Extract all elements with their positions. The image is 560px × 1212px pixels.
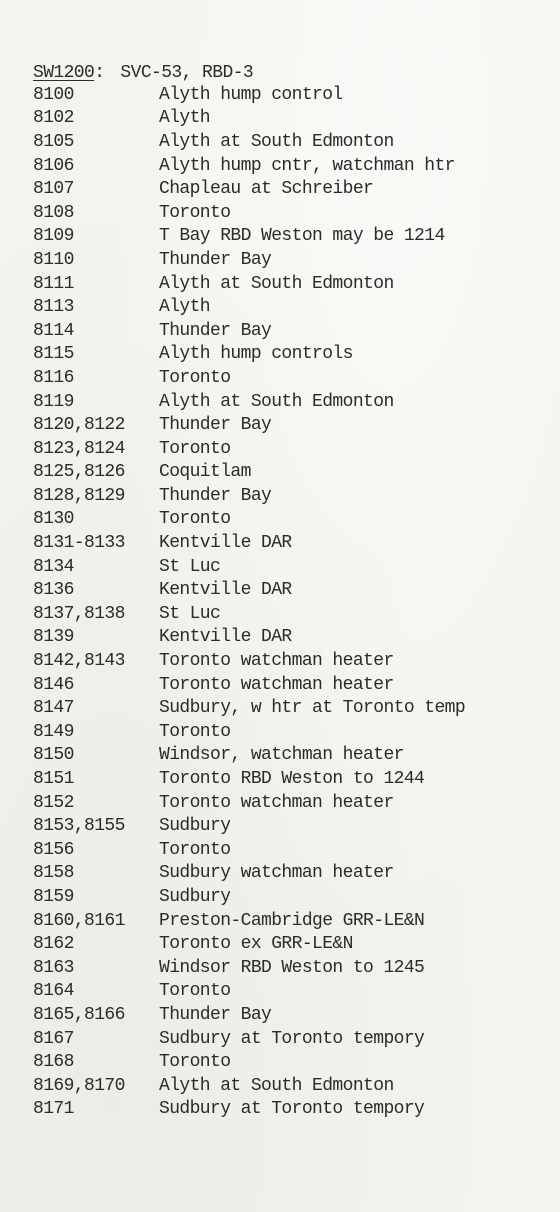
unit-assignment: Alyth hump controls	[159, 344, 353, 365]
unit-row	[33, 390, 553, 414]
unit-assignment: Alyth at South Edmonton	[159, 1075, 394, 1096]
unit-assignment: Preston-Cambridge GRR-LE&N	[159, 910, 425, 931]
roster-sheet	[33, 60, 553, 1121]
unit-assignment: Sudbury, w htr at Toronto temp	[159, 698, 466, 719]
unit-row	[33, 1098, 553, 1122]
unit-row	[33, 932, 553, 956]
unit-number: 8123,8124	[33, 438, 125, 459]
unit-row	[33, 225, 553, 249]
unit-number: 8147	[33, 698, 74, 719]
unit-row	[33, 1050, 553, 1074]
unit-number: 8146	[33, 674, 74, 695]
unit-row	[33, 744, 553, 768]
unit-number: 8131-8133	[33, 533, 125, 554]
unit-row	[33, 602, 553, 626]
unit-assignment: Windsor RBD Weston to 1245	[159, 957, 425, 978]
unit-number: 8111	[33, 273, 74, 294]
unit-assignment: Toronto	[159, 509, 231, 530]
unit-number: 8136	[33, 580, 74, 601]
unit-number: 8134	[33, 556, 74, 577]
unit-row	[33, 413, 553, 437]
unit-number: 8165,8166	[33, 1004, 125, 1025]
unit-row	[33, 980, 553, 1004]
unit-number: 8168	[33, 1052, 74, 1073]
unit-assignment: Toronto	[159, 839, 231, 860]
unit-assignment: Alyth	[159, 108, 211, 129]
unit-row	[33, 791, 553, 815]
unit-number: 8142,8143	[33, 651, 125, 672]
unit-number: 8163	[33, 957, 74, 978]
unit-number: 8169,8170	[33, 1075, 125, 1096]
unit-assignment: Kentville DAR	[159, 627, 292, 648]
unit-row	[33, 508, 553, 532]
unit-row	[33, 437, 553, 461]
unit-number: 8151	[33, 769, 74, 790]
unit-number: 8152	[33, 792, 74, 813]
unit-row	[33, 578, 553, 602]
unit-assignment: Toronto RBD Weston to 1244	[159, 769, 425, 790]
unit-assignment: Windsor, watchman heater	[159, 745, 404, 766]
unit-number: 8109	[33, 226, 74, 247]
unit-assignment: Alyth at South Edmonton	[159, 131, 394, 152]
unit-assignment: Toronto watchman heater	[159, 792, 394, 813]
unit-number: 8150	[33, 745, 74, 766]
class-codes: SVC-53, RBD-3	[120, 63, 254, 83]
unit-number: 8102	[33, 108, 74, 129]
unit-number: 8100	[33, 84, 74, 105]
unit-row	[33, 649, 553, 673]
unit-row	[33, 555, 553, 579]
unit-row	[33, 295, 553, 319]
header-separator: :	[94, 63, 105, 83]
unit-assignment: Sudbury at Toronto tempory	[159, 1028, 425, 1049]
unit-row	[33, 154, 553, 178]
unit-number: 8115	[33, 344, 74, 365]
unit-assignment: Sudbury	[159, 886, 231, 907]
unit-row	[33, 696, 553, 720]
unit-assignment: Thunder Bay	[159, 320, 272, 341]
unit-assignment: Thunder Bay	[159, 249, 272, 270]
unit-row	[33, 1027, 553, 1051]
unit-row	[33, 720, 553, 744]
unit-number: 8158	[33, 863, 74, 884]
unit-row	[33, 461, 553, 485]
unit-number: 8120,8122	[33, 415, 125, 436]
unit-number: 8130	[33, 509, 74, 530]
unit-row	[33, 484, 553, 508]
unit-number: 8159	[33, 886, 74, 907]
unit-list	[33, 83, 553, 1121]
unit-assignment: Alyth hump control	[159, 84, 343, 105]
unit-assignment: Kentville DAR	[159, 580, 292, 601]
unit-row	[33, 1074, 553, 1098]
unit-number: 8105	[33, 131, 74, 152]
unit-assignment: Toronto	[159, 367, 231, 388]
unit-assignment: Thunder Bay	[159, 415, 272, 436]
unit-row	[33, 673, 553, 697]
unit-assignment: Toronto	[159, 981, 231, 1002]
unit-assignment: Alyth at South Edmonton	[159, 273, 394, 294]
unit-row	[33, 626, 553, 650]
unit-assignment: Toronto watchman heater	[159, 674, 394, 695]
unit-row	[33, 838, 553, 862]
unit-number: 8125,8126	[33, 462, 125, 483]
unit-assignment: St Luc	[159, 556, 221, 577]
unit-assignment: Sudbury watchman heater	[159, 863, 394, 884]
unit-number: 8114	[33, 320, 74, 341]
unit-number: 8149	[33, 721, 74, 742]
unit-assignment: Toronto watchman heater	[159, 651, 394, 672]
unit-number: 8137,8138	[33, 603, 125, 624]
unit-assignment: Toronto ex GRR-LE&N	[159, 934, 353, 955]
unit-row	[33, 956, 553, 980]
unit-assignment: Chapleau at Schreiber	[159, 179, 374, 200]
unit-number: 8128,8129	[33, 485, 125, 506]
unit-assignment: Alyth at South Edmonton	[159, 391, 394, 412]
unit-assignment: Sudbury at Toronto tempory	[159, 1099, 425, 1120]
unit-assignment: Toronto	[159, 438, 231, 459]
unit-row	[33, 909, 553, 933]
unit-row	[33, 814, 553, 838]
unit-number: 8107	[33, 179, 74, 200]
unit-row	[33, 767, 553, 791]
unit-assignment: Alyth hump cntr, watchman htr	[159, 155, 455, 176]
unit-assignment: Toronto	[159, 721, 231, 742]
unit-row	[33, 272, 553, 296]
unit-number: 8162	[33, 934, 74, 955]
unit-number: 8119	[33, 391, 74, 412]
unit-row	[33, 366, 553, 390]
unit-row	[33, 885, 553, 909]
unit-row	[33, 319, 553, 343]
unit-row	[33, 83, 553, 107]
unit-assignment: Toronto	[159, 202, 231, 223]
unit-row	[33, 177, 553, 201]
unit-assignment: St Luc	[159, 603, 221, 624]
unit-number: 8108	[33, 202, 74, 223]
unit-assignment: Toronto	[159, 1052, 231, 1073]
unit-number: 8113	[33, 297, 74, 318]
unit-number: 8156	[33, 839, 74, 860]
unit-row	[33, 201, 553, 225]
unit-number: 8160,8161	[33, 910, 125, 931]
unit-number: 8171	[33, 1099, 74, 1120]
unit-row	[33, 130, 553, 154]
unit-assignment: Kentville DAR	[159, 533, 292, 554]
unit-assignment: Coquitlam	[159, 462, 251, 483]
unit-assignment: Thunder Bay	[159, 1004, 272, 1025]
unit-number: 8167	[33, 1028, 74, 1049]
unit-row	[33, 862, 553, 886]
roster-header	[33, 60, 553, 83]
unit-row	[33, 107, 553, 131]
unit-row	[33, 343, 553, 367]
unit-row	[33, 531, 553, 555]
unit-assignment: Sudbury	[159, 816, 231, 837]
unit-number: 8139	[33, 627, 74, 648]
model-designation: SW1200	[33, 63, 95, 83]
unit-row	[33, 1003, 553, 1027]
unit-number: 8153,8155	[33, 816, 125, 837]
unit-number: 8116	[33, 367, 74, 388]
unit-number: 8106	[33, 155, 74, 176]
unit-row	[33, 248, 553, 272]
unit-number: 8164	[33, 981, 74, 1002]
unit-number: 8110	[33, 249, 74, 270]
unit-assignment: Thunder Bay	[159, 485, 272, 506]
unit-assignment: T Bay RBD Weston may be 1214	[159, 226, 445, 247]
unit-assignment: Alyth	[159, 297, 211, 318]
